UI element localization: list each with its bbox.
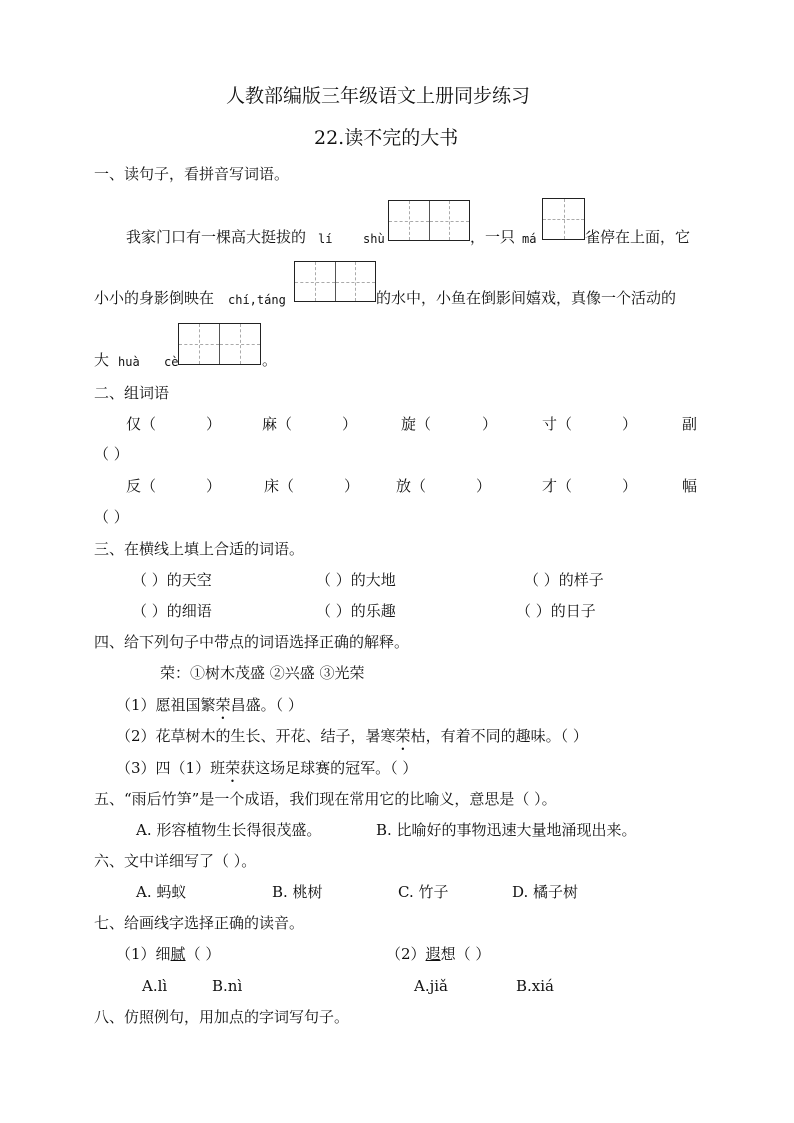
q7-item1-option-b: B.nì bbox=[212, 977, 243, 995]
q2-item-chuang-close: ） bbox=[344, 477, 360, 495]
q2-item-chuang: 床（ bbox=[264, 477, 295, 495]
q2-item-fu2: 幅 bbox=[682, 477, 698, 495]
q2-item-fang-close: ） bbox=[476, 477, 492, 495]
q4-sentence-1: （1）愿祖国繁荣昌盛。（ ） bbox=[116, 696, 303, 714]
q8-heading: 八、仿照例句，用加点的字词写句子。 bbox=[94, 1008, 350, 1026]
q2-item-fan: 反（ bbox=[126, 477, 157, 495]
q3-item-fun: （ ）的乐趣 bbox=[316, 602, 396, 620]
q7-item1-option-a: A.lì bbox=[142, 977, 168, 995]
q1-heading: 一、读句子，看拼音写词语。 bbox=[94, 165, 290, 183]
q1-line1-text: 我家门口有一棵高大挺拔的 bbox=[126, 228, 307, 246]
q2-item-fan-close: ） bbox=[206, 477, 222, 495]
q2-item-ren: 仅（ bbox=[126, 415, 157, 433]
pinyin-shu: shù bbox=[363, 232, 385, 246]
pinyin-ma: má bbox=[522, 232, 537, 246]
writing-grid-lishu[interactable] bbox=[388, 200, 470, 241]
q6-heading: 六、文中详细写了（ ）。 bbox=[94, 852, 257, 870]
q1-line3-end: 。 bbox=[262, 351, 278, 369]
q4-options: 荣：①树木茂盛 ②兴盛 ③光荣 bbox=[160, 664, 365, 682]
q2-item-fu-blank: （ ） bbox=[94, 445, 129, 463]
q3-item-sky: （ ）的天空 bbox=[132, 571, 212, 589]
q1-line2-text: 小小的身影倒映在 bbox=[94, 289, 215, 307]
q7-heading: 七、给画线字选择正确的读音。 bbox=[94, 914, 305, 932]
q2-item-ma: 麻（ bbox=[262, 415, 293, 433]
q3-item-days: （ ）的日子 bbox=[516, 602, 596, 620]
q2-item-fu2-blank: （ ） bbox=[94, 508, 129, 526]
q3-item-earth: （ ）的大地 bbox=[316, 571, 396, 589]
q2-item-xuan-close: ） bbox=[482, 415, 498, 433]
q2-item-fu: 副 bbox=[682, 415, 698, 433]
q4-heading: 四、给下列句子中带点的词语选择正确的解释。 bbox=[94, 633, 410, 651]
q7-item-2: （2）遐想（ ） bbox=[386, 945, 491, 963]
writing-grid-chitang[interactable] bbox=[294, 261, 376, 302]
q2-heading: 二、组词语 bbox=[94, 384, 170, 402]
q6-option-b: B. 桃树 bbox=[272, 883, 323, 901]
q2-item-cai-close: ） bbox=[622, 477, 638, 495]
q1-line2-end: 的水中，小鱼在倒影间嬉戏，真像一个活动的 bbox=[376, 289, 677, 307]
writing-grid-huace[interactable] bbox=[178, 323, 261, 365]
q2-item-cun: 寸（ bbox=[542, 415, 573, 433]
q2-item-cai: 才（ bbox=[542, 477, 573, 495]
worksheet-title: 人教部编版三年级语文上册同步练习 bbox=[226, 85, 531, 107]
underlined-char: 遐 bbox=[425, 945, 441, 963]
q3-item-look: （ ）的样子 bbox=[524, 571, 604, 589]
q2-item-cun-close: ） bbox=[622, 415, 638, 433]
pinyin-chitang: chí,táng bbox=[228, 293, 286, 307]
q6-option-c: C. 竹子 bbox=[398, 883, 449, 901]
q1-line1-end: 雀停在上面，它 bbox=[585, 228, 691, 246]
q7-item2-option-a: A.jiǎ bbox=[414, 977, 448, 995]
q3-item-whisper: （ ）的细语 bbox=[132, 602, 212, 620]
dotted-char: 荣 bbox=[225, 759, 241, 777]
q7-item2-option-b: B.xiá bbox=[516, 977, 554, 995]
q6-option-d: D. 橘子树 bbox=[512, 883, 579, 901]
q2-item-fang: 放（ bbox=[396, 477, 427, 495]
pinyin-ce: cè bbox=[164, 355, 179, 369]
q5-option-a: A. 形容植物生长得很茂盛。 bbox=[136, 821, 322, 839]
writing-grid-ma[interactable] bbox=[542, 198, 585, 240]
q6-option-a: A. 蚂蚁 bbox=[136, 883, 187, 901]
pinyin-hua: huà bbox=[118, 355, 140, 369]
q4-sentence-3: （3）四（1）班荣获这场足球赛的冠军。（ ） bbox=[116, 759, 418, 777]
q2-item-ma-close: ） bbox=[342, 415, 358, 433]
q5-option-b: B. 比喻好的事物迅速大量地涌现出来。 bbox=[376, 821, 637, 839]
q1-line1-mid: ，一只 bbox=[470, 228, 516, 246]
q2-item-xuan: 旋（ bbox=[401, 415, 432, 433]
pinyin-li: lí bbox=[318, 232, 333, 246]
q3-heading: 三、在横线上填上合适的词语。 bbox=[94, 540, 305, 558]
lesson-title: 22.读不完的大书 bbox=[314, 127, 459, 149]
q7-item-1: （1）细腻（ ） bbox=[116, 945, 221, 963]
underlined-char: 腻 bbox=[170, 945, 186, 963]
q2-item-ren-close: ） bbox=[206, 415, 222, 433]
q5-heading: 五、“雨后竹笋”是一个成语，我们现在常用它的比喻义，意思是（ ）。 bbox=[94, 790, 557, 808]
q4-sentence-2: （2）花草树木的生长、开花、结子，暑寒荣枯，有着不同的趣味。（ ） bbox=[116, 727, 588, 745]
dotted-char: 荣 bbox=[215, 696, 231, 714]
q1-line3-text: 大 bbox=[94, 351, 110, 369]
dotted-char: 荣 bbox=[395, 727, 411, 745]
